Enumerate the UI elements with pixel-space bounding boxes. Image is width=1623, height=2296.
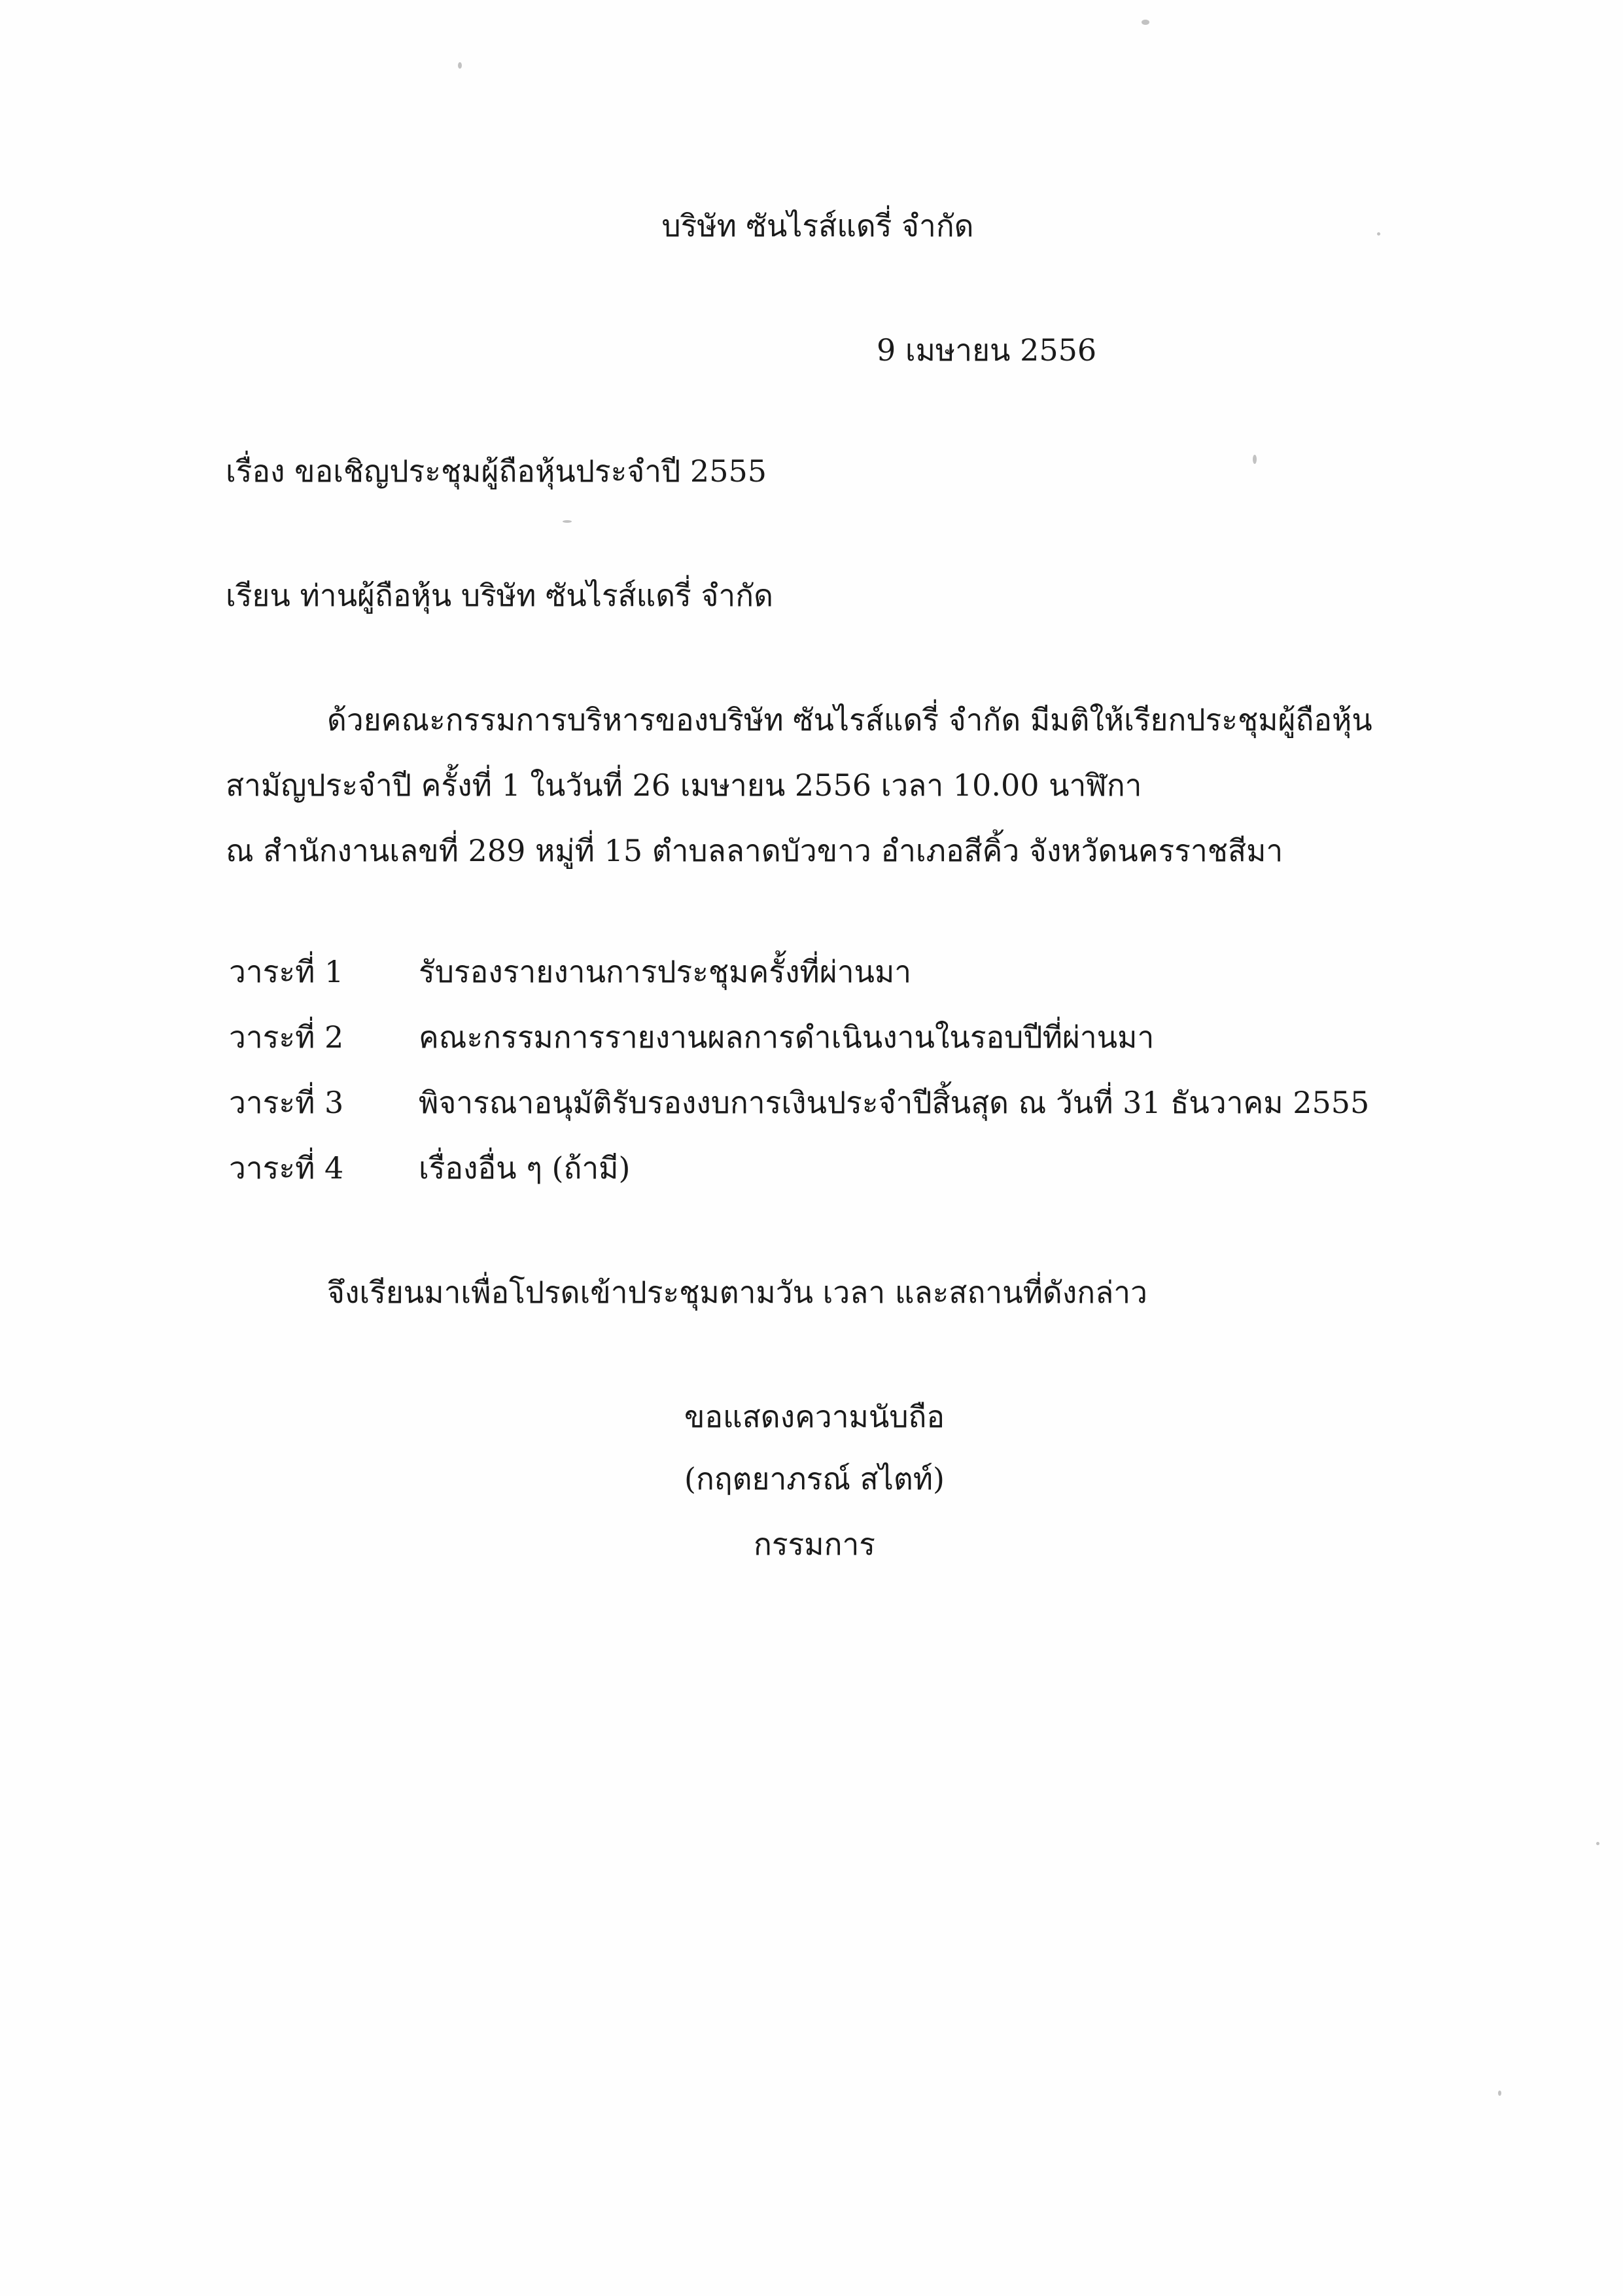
agenda-text-3: พิจารณาอนุมัติรับรองงบการเงินประจำปีสิ้นสุด ณ วันที่ 31 ธันวาคม 2555 [419,1085,1370,1120]
scan-speck [1498,2091,1501,2096]
agenda-text-2: คณะกรรมการรายงานผลการดำเนินงานในรอบปีที่ผ่านมา [419,1019,1155,1055]
agenda-number-1: วาระที่ 1 [229,954,344,989]
signatory-name: (กฤตยาภรณ์ สไตท์) [684,1461,945,1496]
body-line-1: ด้วยคณะกรรมการบริหารของบริษัท ซันไรส์แดรี่ จำกัด มีมติให้เรียกประชุมผู้ถือหุ้น [327,702,1372,737]
letter-recipient: เรียน ท่านผู้ถือหุ้น บริษัท ซันไรส์แดรี่ จำกัด [226,578,773,613]
company-title: บริษัท ซันไรส์แดรี่ จำกัด [661,208,974,243]
body-line-2: สามัญประจำปี ครั้งที่ 1 ในวันที่ 26 เมษายน 2556 เวลา 10.00 นาฬิกา [226,768,1142,803]
agenda-number-2: วาระที่ 2 [229,1019,344,1055]
scan-speck [458,62,462,69]
agenda-number-4: วาระที่ 4 [229,1150,344,1186]
scan-speck [563,520,572,523]
scan-speck [1142,20,1149,25]
closing-sentence: จึงเรียนมาเพื่อโปรดเข้าประชุมตามวัน เวลา และสถานที่ดังกล่าว [327,1275,1147,1310]
body-line-3: ณ สำนักงานเลขที่ 289 หมู่ที่ 15 ตำบลลาดบัวขาว อำเภอสีคิ้ว จังหวัดนครราชสีมา [226,833,1283,868]
scan-speck [1253,455,1257,464]
regards-text: ขอแสดงความนับถือ [684,1399,945,1434]
scan-speck [1377,232,1380,236]
agenda-number-3: วาระที่ 3 [229,1085,344,1120]
signatory-position: กรรมการ [754,1527,875,1562]
agenda-text-1: รับรองรายงานการประชุมครั้งที่ผ่านมา [419,954,912,989]
letter-date: 9 เมษายน 2556 [877,332,1097,368]
scan-speck [1596,1842,1599,1845]
agenda-text-4: เรื่องอื่น ๆ (ถ้ามี) [419,1150,631,1186]
letter-subject: เรื่อง ขอเชิญประชุมผู้ถือหุ้นประจำปี 2555 [226,453,767,489]
